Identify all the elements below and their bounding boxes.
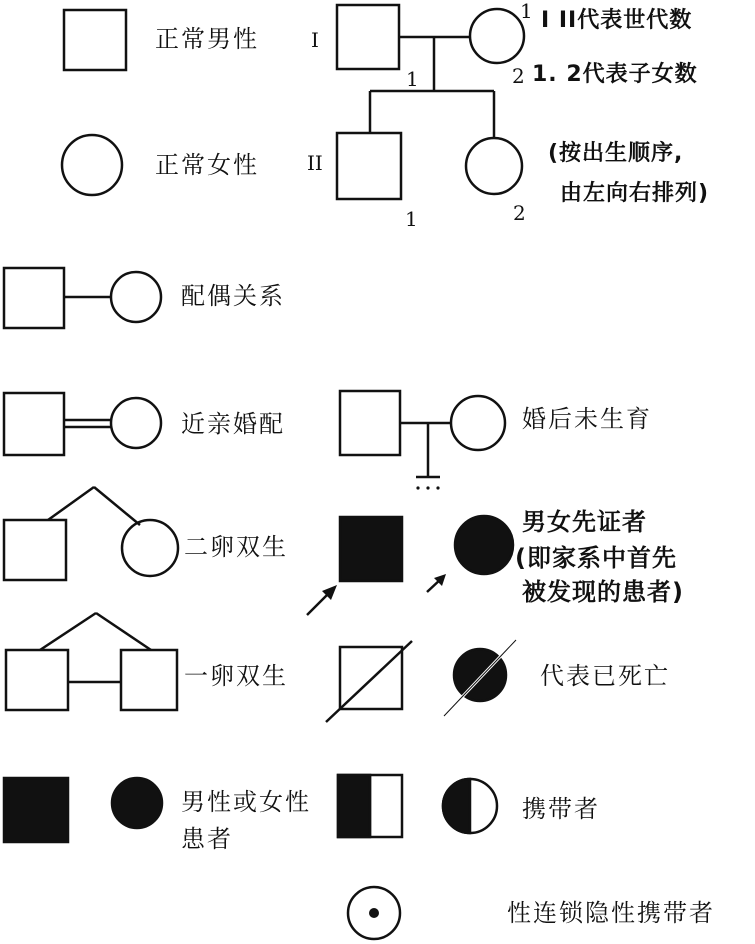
label-child-2-index: 2 bbox=[513, 201, 526, 225]
childless-dot-left bbox=[416, 486, 419, 489]
label-order-note-2: 由左向右排列) bbox=[560, 181, 710, 206]
example-mother-circle bbox=[470, 9, 524, 63]
consanguineous-male-square bbox=[4, 393, 64, 455]
dizygotic-right-branch bbox=[94, 487, 140, 525]
label-mother-index: 2 bbox=[512, 64, 525, 88]
label-affected-2: 患者 bbox=[181, 825, 233, 853]
label-order-note-1: (按出生顺序, bbox=[548, 141, 684, 166]
label-proband-note-1: (即家系中首先 bbox=[515, 544, 677, 572]
dizygotic-twins-symbol bbox=[4, 487, 178, 580]
label-spouses: 配偶关系 bbox=[181, 282, 285, 310]
monozygotic-twins-symbol bbox=[6, 613, 177, 710]
label-dizygotic: 二卵双生 bbox=[184, 533, 288, 561]
monozygotic-right-branch bbox=[96, 613, 151, 650]
label-normal-male: 正常男性 bbox=[155, 25, 259, 53]
label-normal-female: 正常女性 bbox=[155, 151, 259, 179]
x-linked-carrier-dot bbox=[369, 908, 379, 918]
spouse-male-square bbox=[4, 268, 64, 328]
example-pedigree bbox=[337, 5, 524, 199]
carrier-male-fill bbox=[338, 775, 370, 837]
childless-dot-right bbox=[436, 486, 439, 489]
dizygotic-left-branch bbox=[48, 487, 94, 520]
childless-male-square bbox=[340, 391, 400, 455]
label-proband-note-2: 被发现的患者) bbox=[522, 578, 684, 606]
monozygotic-left-square bbox=[6, 650, 68, 710]
label-carrier: 携带者 bbox=[522, 795, 600, 823]
label-generation-1: I bbox=[311, 28, 319, 52]
normal-male-square bbox=[64, 10, 126, 70]
dizygotic-female-circle bbox=[122, 520, 178, 576]
label-consanguineous: 近亲婚配 bbox=[181, 410, 285, 438]
label-father-index: 1 bbox=[520, 0, 533, 23]
proband-symbols bbox=[307, 516, 513, 615]
label-proband-title: 男女先证者 bbox=[522, 508, 647, 536]
carrier-symbols bbox=[338, 775, 497, 837]
monozygotic-left-branch bbox=[40, 613, 96, 650]
proband-female-circle bbox=[455, 516, 513, 574]
example-daughter-circle bbox=[466, 138, 522, 194]
normal-female-circle bbox=[62, 135, 122, 195]
deceased-symbols bbox=[326, 640, 516, 722]
example-father-square bbox=[337, 5, 399, 69]
label-generation-note: I II代表世代数 bbox=[541, 8, 693, 33]
label-child-1-index: 1 bbox=[405, 207, 418, 231]
label-x-linked-carrier: 性连锁隐性携带者 bbox=[507, 899, 715, 927]
dizygotic-male-square bbox=[4, 520, 66, 580]
consanguineous-female-circle bbox=[111, 398, 161, 448]
label-monozygotic: 一卵双生 bbox=[184, 662, 288, 690]
label-sibship-index: 1 bbox=[406, 67, 419, 91]
affected-male-square bbox=[4, 778, 68, 842]
childless-female-circle bbox=[451, 396, 505, 450]
label-generation-2: II bbox=[307, 151, 323, 175]
childless-dot-mid bbox=[426, 486, 429, 489]
affected-female-circle bbox=[112, 778, 162, 828]
childless-couple-symbol bbox=[340, 391, 505, 490]
label-childless: 婚后未生育 bbox=[522, 405, 652, 433]
spouse-female-circle bbox=[111, 272, 161, 322]
monozygotic-right-square bbox=[121, 650, 177, 710]
label-affected-1: 男性或女性 bbox=[181, 788, 311, 816]
proband-male-square bbox=[340, 517, 402, 581]
carrier-female-fill bbox=[443, 779, 470, 833]
example-son-square bbox=[337, 133, 401, 199]
label-children-note: 1. 2代表子女数 bbox=[532, 62, 698, 87]
label-deceased: 代表已死亡 bbox=[540, 662, 670, 690]
